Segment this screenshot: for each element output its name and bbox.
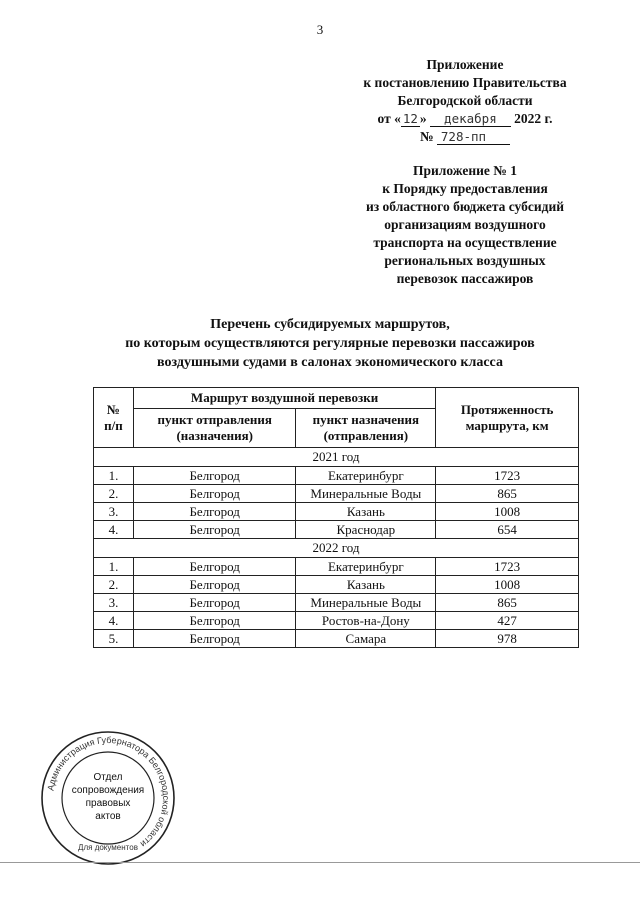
annex-line: Приложение № 1 bbox=[413, 163, 517, 178]
stamp-center-line: правовых bbox=[85, 798, 131, 809]
annex-line: перевозок пассажиров bbox=[396, 271, 534, 286]
appendix-block bbox=[330, 56, 600, 146]
cell-n: 4. bbox=[94, 521, 134, 539]
cell-to: Ростов-на-Дону bbox=[296, 612, 436, 630]
cell-n: 2. bbox=[94, 485, 134, 503]
appendix-number bbox=[330, 128, 600, 146]
appendix-line: к постановлению Правительства bbox=[363, 75, 567, 90]
annex-line: из областного бюджета субсидий bbox=[365, 199, 565, 214]
cell-to: Самара bbox=[296, 630, 436, 648]
table-row bbox=[94, 503, 579, 521]
cell-km: 654 bbox=[436, 521, 579, 539]
stamp-bottom-text: Для документов bbox=[78, 843, 138, 852]
year-group-row bbox=[94, 539, 579, 558]
date-day: 12 bbox=[402, 111, 418, 126]
stamp-ring-text: Администрация Губернатора Белгородской области bbox=[45, 734, 172, 850]
cell-km: 978 bbox=[436, 630, 579, 648]
approval-stamp bbox=[38, 728, 178, 868]
cell-n: 4. bbox=[94, 612, 134, 630]
table-row bbox=[94, 467, 579, 485]
annex-line: к Порядку предоставления bbox=[382, 181, 548, 196]
year-label: 2022 год bbox=[94, 539, 579, 558]
cell-km: 1723 bbox=[436, 467, 579, 485]
table-row bbox=[94, 576, 579, 594]
cell-to: Екатеринбург bbox=[296, 558, 436, 576]
cell-from: Белгород bbox=[133, 630, 296, 648]
date-mid: » bbox=[419, 111, 427, 126]
cell-from: Белгород bbox=[133, 521, 296, 539]
cell-n: 3. bbox=[94, 594, 134, 612]
cell-km: 865 bbox=[436, 485, 579, 503]
year-group-row bbox=[94, 448, 579, 467]
footer-divider bbox=[0, 862, 640, 863]
cell-to: Минеральные Воды bbox=[296, 485, 436, 503]
annex-line: региональных воздушных bbox=[384, 253, 546, 268]
cell-n: 3. bbox=[94, 503, 134, 521]
stamp-center-line: Отдел bbox=[93, 772, 123, 783]
table-row bbox=[94, 485, 579, 503]
date-year: 2022 г. bbox=[514, 111, 553, 126]
header-number: № п/п bbox=[94, 388, 134, 448]
table-row bbox=[94, 630, 579, 648]
header-to: пункт назначения (отправления) bbox=[296, 409, 436, 448]
table-row bbox=[94, 612, 579, 630]
routes-table bbox=[93, 387, 579, 648]
cell-km: 865 bbox=[436, 594, 579, 612]
cell-from: Белгород bbox=[133, 576, 296, 594]
cell-km: 1008 bbox=[436, 503, 579, 521]
title-line: по которым осуществляются регулярные перевозки пассажиров bbox=[125, 336, 535, 351]
cell-to: Краснодар bbox=[296, 521, 436, 539]
page-number: 3 bbox=[316, 22, 324, 37]
cell-from: Белгород bbox=[133, 594, 296, 612]
annex-line: транспорта на осуществление bbox=[373, 235, 557, 250]
appendix-title: Приложение bbox=[426, 57, 504, 72]
header-route: Маршрут воздушной перевозки bbox=[133, 388, 435, 409]
cell-n: 1. bbox=[94, 467, 134, 485]
cell-to: Казань bbox=[296, 503, 436, 521]
cell-km: 1723 bbox=[436, 558, 579, 576]
document-title bbox=[60, 315, 600, 372]
table-row bbox=[94, 594, 579, 612]
cell-n: 1. bbox=[94, 558, 134, 576]
cell-from: Белгород bbox=[133, 558, 296, 576]
appendix-line: Белгородской области bbox=[397, 93, 533, 108]
stamp-center-line: актов bbox=[95, 811, 121, 822]
cell-from: Белгород bbox=[133, 485, 296, 503]
date-prefix: от « bbox=[377, 111, 401, 126]
cell-n: 2. bbox=[94, 576, 134, 594]
annex-block bbox=[330, 162, 600, 288]
annex-line: организациям воздушного bbox=[384, 217, 546, 232]
table-row bbox=[94, 558, 579, 576]
header-from: пункт отправления (назначения) bbox=[133, 409, 296, 448]
stamp-center-line: сопровождения bbox=[71, 785, 145, 796]
stamp-center-text bbox=[72, 772, 144, 822]
cell-to: Минеральные Воды bbox=[296, 594, 436, 612]
cell-from: Белгород bbox=[133, 467, 296, 485]
appendix-date bbox=[330, 110, 600, 128]
table-row bbox=[94, 521, 579, 539]
cell-n: 5. bbox=[94, 630, 134, 648]
cell-km: 1008 bbox=[436, 576, 579, 594]
cell-to: Екатеринбург bbox=[296, 467, 436, 485]
title-line: Перечень субсидируемых маршрутов, bbox=[210, 317, 450, 332]
year-label: 2021 год bbox=[94, 448, 579, 467]
header-length: Протяженность маршрута, км bbox=[436, 388, 579, 448]
number-prefix: № bbox=[419, 129, 434, 144]
cell-from: Белгород bbox=[133, 612, 296, 630]
date-month: декабря bbox=[430, 111, 511, 127]
number-value: 728-пп bbox=[437, 129, 510, 145]
cell-km: 427 bbox=[436, 612, 579, 630]
cell-to: Казань bbox=[296, 576, 436, 594]
cell-from: Белгород bbox=[133, 503, 296, 521]
title-line: воздушными судами в салонах экономического класса bbox=[157, 355, 503, 370]
